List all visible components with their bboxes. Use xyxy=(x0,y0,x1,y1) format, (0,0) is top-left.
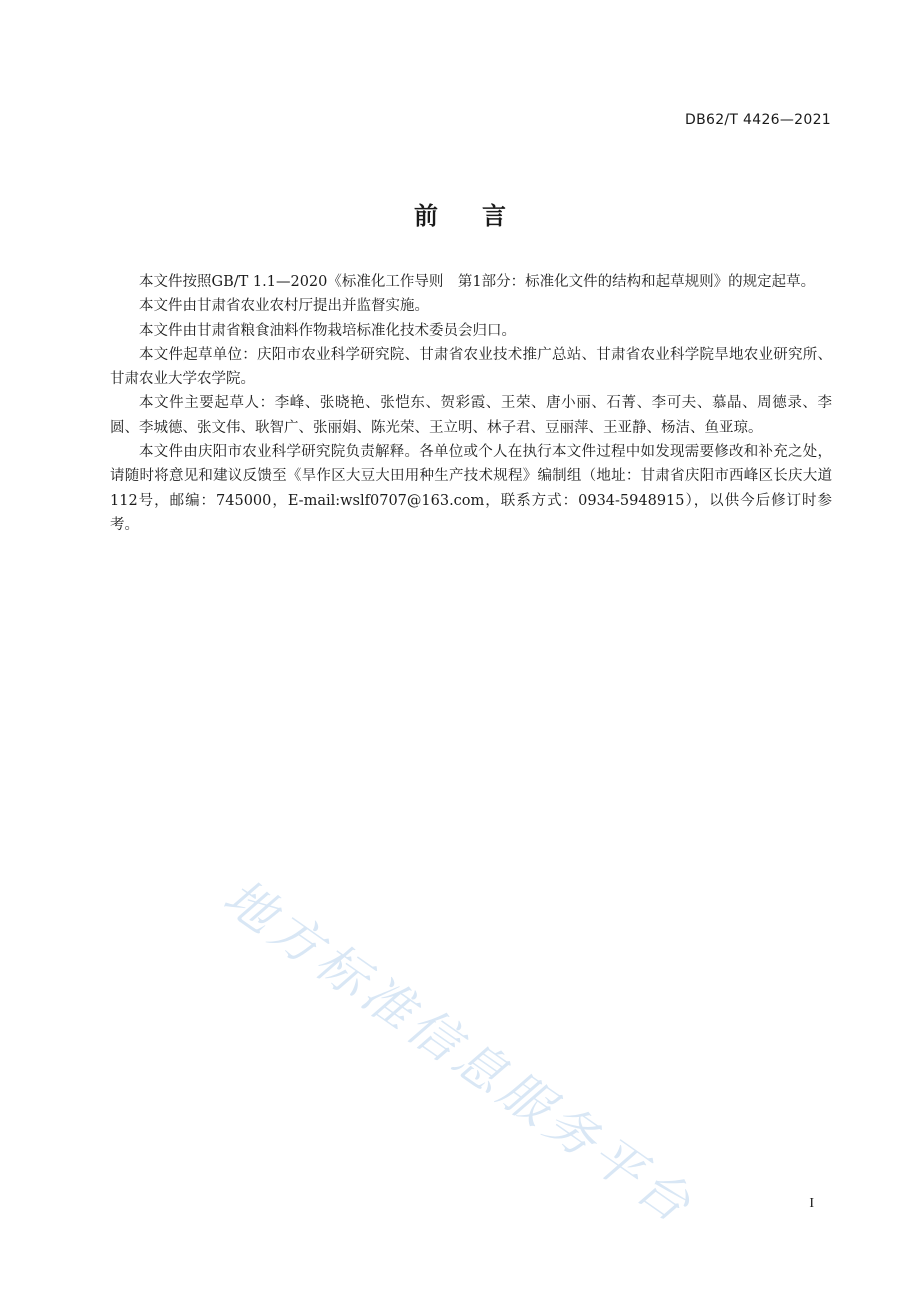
paragraph-drafting-basis: 本文件按照GB/T 1.1—2020《标准化工作导则 第1部分：标准化文件的结构和起草规则》的规定起草。 xyxy=(139,274,816,290)
title-char-1: 前 xyxy=(414,202,438,230)
paragraph-drafting-units: 本文件起草单位：庆阳市农业科学研究院、甘肃省农业技术推广总站、甘肃省农业科学院旱地农业研究所、甘肃农业大学农学院。 xyxy=(110,346,832,388)
standard-code: DB62/T 4426—2021 xyxy=(685,112,831,128)
paragraph-interpretation: 本文件由庆阳市农业科学研究院负责解释。各单位或个人在执行本文件过程中如发现需要修改和补充之处，请随时将意见和建议反馈至《旱作区大豆大田用种生产技术规程》编制组（地址：甘肃省庆阳市西峰区长庆大道112号，邮编：745000，E-mail:wslf0707@163.com，联系方式：0934-5948915），以供今后修订时参考。 xyxy=(110,444,832,533)
page-number: I xyxy=(809,1196,814,1211)
foreword-body xyxy=(110,270,832,537)
paragraph-drafters: 本文件主要起草人：李峰、张晓艳、张恺东、贺彩霞、王荣、唐小丽、石菁、李可夫、慕晶、周德录、李圆、李城德、张文伟、耿智广、张丽娟、陈光荣、王立明、林子君、豆丽萍、王亚静、杨洁、鱼亚琼。 xyxy=(110,395,832,436)
watermark: 地方标准信息服务平台 xyxy=(213,867,706,1237)
title-char-2: 言 xyxy=(482,202,506,230)
paragraph-committee: 本文件由甘肃省粮食油料作物栽培标准化技术委员会归口。 xyxy=(139,322,516,339)
page-title xyxy=(0,196,920,231)
paragraph-proposer: 本文件由甘肃省农业农村厅提出并监督实施。 xyxy=(139,298,429,315)
